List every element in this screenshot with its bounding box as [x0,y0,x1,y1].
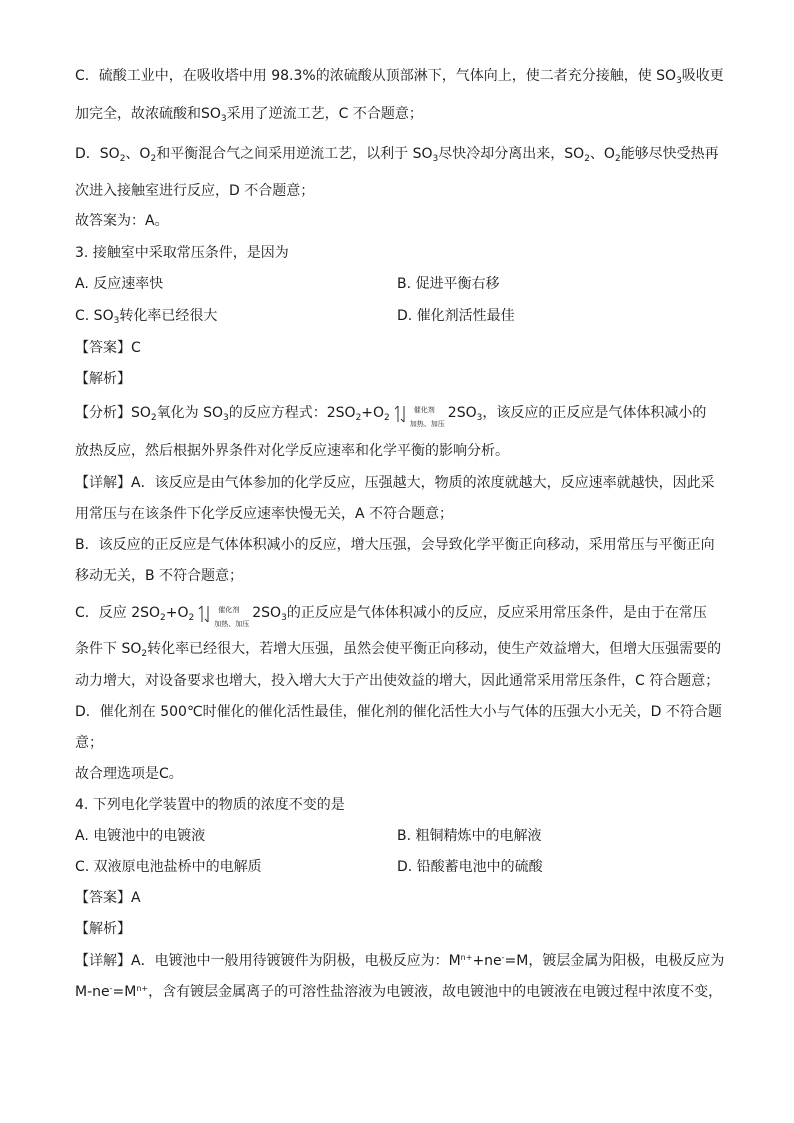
detail-b-line1: B．该反应的正反应是气体体积减小的反应，增大压强，会导致化学平衡正向移动，采用常压与平衡正向 [75,537,715,553]
question-3-option-d: D. 催化剂活性最佳 [397,308,515,324]
question-4-option-a: A. 电镀池中的电镀液 [75,828,206,844]
question-3-option-a: A. 反应速率快 [75,276,164,292]
analysis-line1: 【分析】$SO_2$氧化为 $SO_3$的反应方程式：$2SO_2+O_2$ 催化剂 加热、加压 $2SO_3$，该反应的正反应是气体体积减小的 [75,405,707,428]
question-3-option-b: B. 促进平衡右移 [397,276,500,292]
question-4-detail-line2: $M-ne^-=M^{n+}$，含有镀层金属离子的可溶性盐溶液为电镀液，故电镀池中的电镀液在电镀过程中浓度不变， [75,984,723,1000]
detail-c-line2: 条件下 $SO_2$转化率已经很大，若增大压强，虽然会使平衡正向移动，使生产效益增大，但增大压强需要的 [75,641,722,659]
answer-summary: 故答案为：A。 [75,213,169,229]
question-4-option-c: C. 双液原电池盐桥中的电解质 [75,859,262,875]
detail-d-line2: 意； [75,735,103,751]
question-3-stem: 3. 接触室中采取常压条件，是因为 [75,245,289,261]
option-c-explanation-line1: C．硫酸工业中，在吸收塔中用 98.3%的浓硫酸从顶部淋下，气体向上，使二者充分接触，使 $SO_3$吸收更 [75,68,724,86]
detail-a-line2: 用常压与在该条件下化学反应速率快慢无关，A 不符合题意； [75,506,454,522]
detail-b-line2: 移动无关，B 不符合题意； [75,568,244,584]
option-d-explanation-line1: D．$SO_2$、$O_2$和平衡混合气之间采用逆流工艺，以利于 $SO_3$尽快冷却分离出来，$SO_2$、$O_2$能够尽快受热再 [75,146,719,164]
detail-c-line1: C．反应 $2SO_2+O_2$ 催化剂 加热、加压 $2SO_3$的正反应是气体体积减小的反应，反应采用常压条件，是由于在常压 [75,605,707,628]
analysis-line2: 放热反应，然后根据外界条件对化学反应速率和化学平衡的影响分析。 [75,443,509,459]
question-3-option-c: C. $SO_3$转化率已经很大 [75,308,218,326]
detail-d-line1: D．催化剂在 500℃时催化的催化活性最佳，催化剂的催化活性大小与气体的压强大小无关，D 不符合题 [75,704,722,720]
question-4-answer: 【答案】A [75,890,141,906]
reversible-arrow-icon: 催化剂 加热、加压 [196,603,250,623]
question-4-option-b: B. 粗铜精炼中的电解液 [397,828,542,844]
option-c-explanation-line2: 加完全，故浓硫酸和$SO_3$采用了逆流工艺，C 不合题意； [75,106,423,124]
question-3-answer: 【答案】C [75,340,141,356]
question-3-analysis-heading: 【解析】 [75,371,131,387]
question-4-option-d: D. 铅酸蓄电池中的硫酸 [397,859,543,875]
detail-a-line1: 【详解】A．该反应是由气体参加的化学反应，压强越大，物质的浓度就越大，反应速率就越快，因此采 [75,475,715,491]
reversible-arrow-icon: 催化剂 加热、加压 [392,403,446,423]
option-d-explanation-line2: 次进入接触室进行反应，D 不合题意； [75,183,315,199]
answer-summary-q3: 故合理选项是C。 [75,766,183,782]
detail-c-line3: 动力增大，对设备要求也增大，投入增大大于产出使效益的增大，因此通常采用常压条件，C 符合题意； [75,673,720,689]
question-4-analysis-heading: 【解析】 [75,921,131,937]
question-4-stem: 4. 下列电化学装置中的物质的浓度不变的是 [75,797,345,813]
question-4-detail-line1: 【详解】A．电镀池中一般用待镀镀件为阴极，电极反应为：$M^{n+}+ne^-=M$，镀层金属为阳极，电极反应为 [75,953,725,969]
